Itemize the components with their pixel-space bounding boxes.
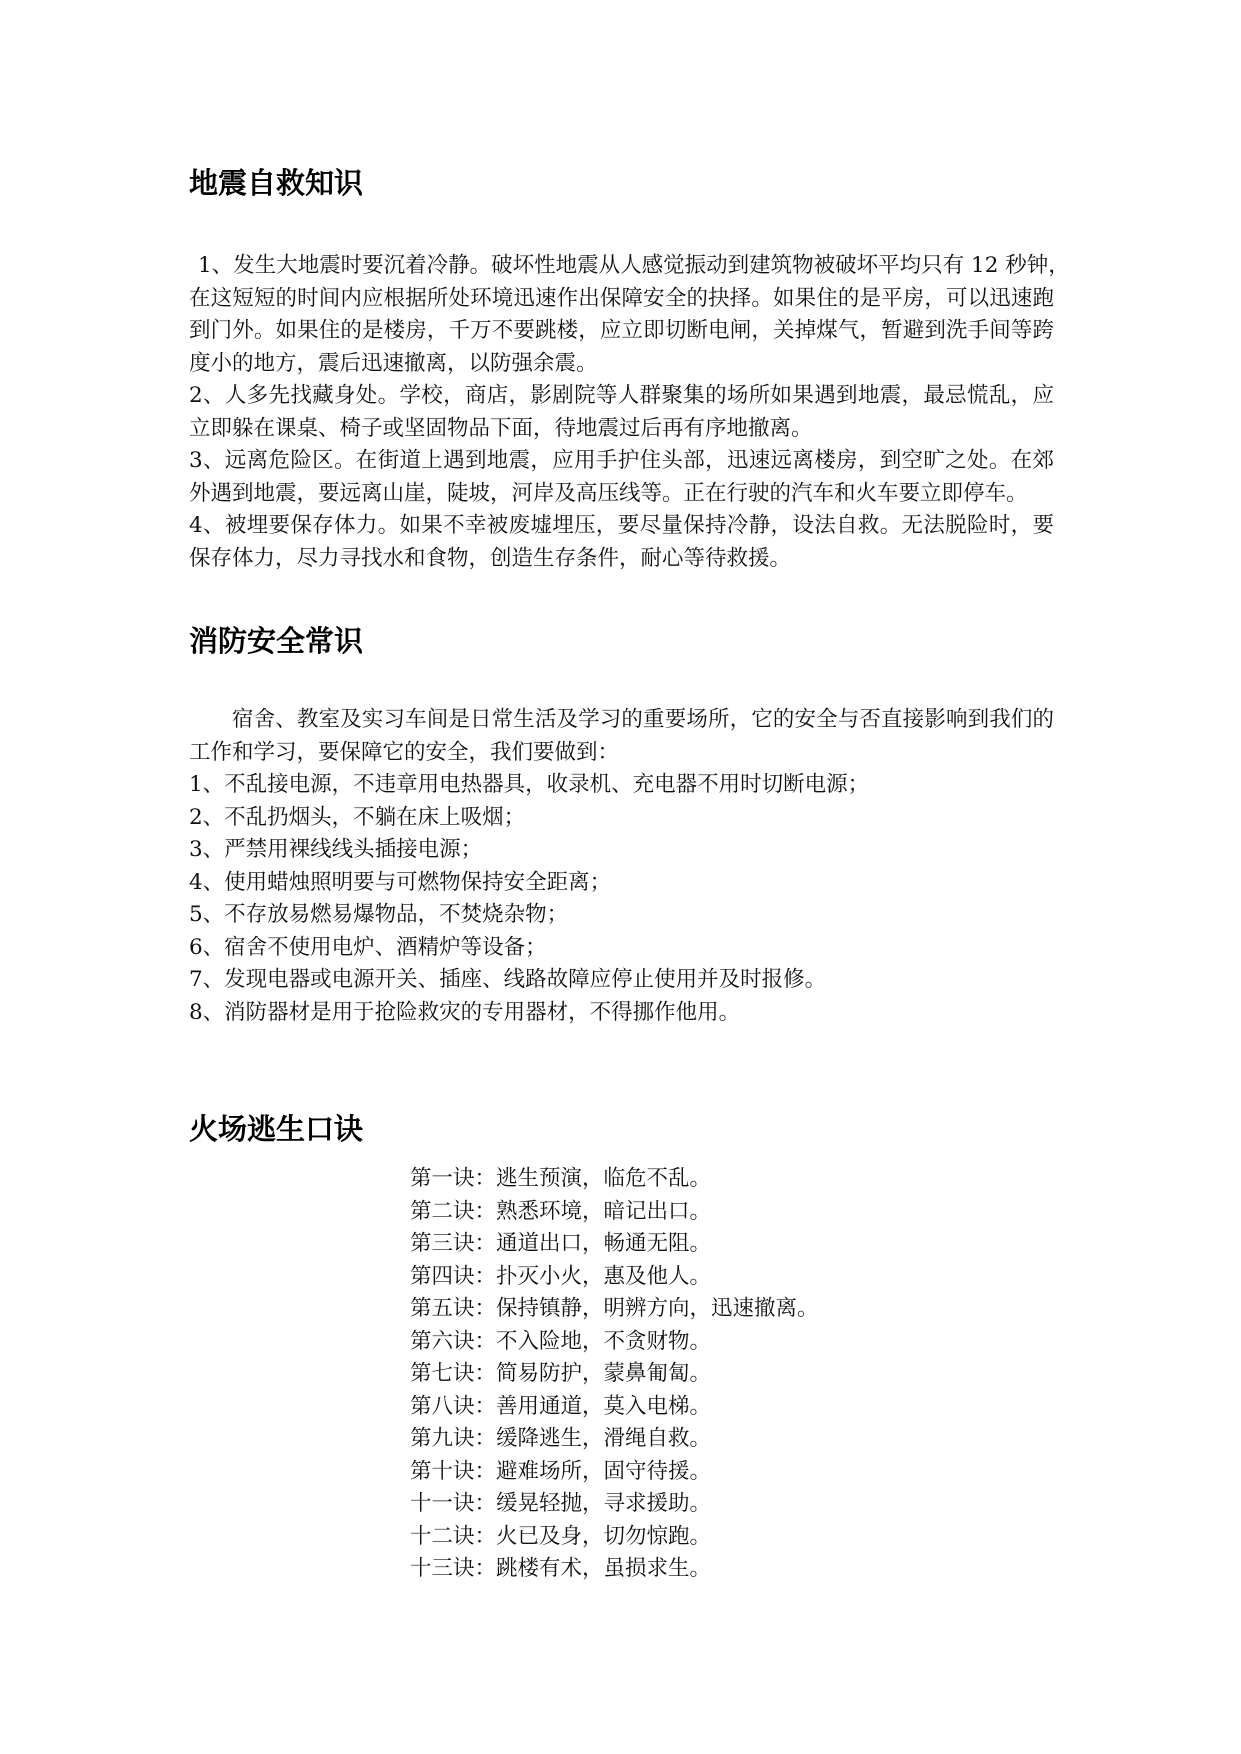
escape-rhyme-item: 第一诀：逃生预演，临危不乱。 <box>410 1166 712 1191</box>
fire-safety-intro-line: 工作和学习，要保障它的安全，我们要做到： <box>189 739 620 765</box>
escape-rhyme-list <box>410 1163 1010 1586</box>
escape-rhyme-item: 第十诀：避难场所，固守待援。 <box>410 1458 712 1484</box>
fire-safety-list-item: 5、不存放易燃易爆物品，不焚烧杂物； <box>189 902 569 927</box>
fire-safety-list-item: 7、发现电器或电源开关、插座、线路故障应停止使用并及时报修。 <box>189 967 827 992</box>
escape-rhyme-item: 十一诀：缓晃轻抛，寻求援助。 <box>410 1491 712 1516</box>
fire-safety-heading: 消防安全常识 <box>189 624 364 658</box>
fire-safety-list-item: 2、不乱扔烟头，不躺在床上吸烟； <box>189 804 526 830</box>
earthquake-line: 在这短短的时间内应根据所处环境迅速作出保障安全的抉择。如果住的是平房，可以迅速跑 <box>189 285 1054 311</box>
earthquake-line: 4、被埋要保存体力。如果不幸被废墟埋压，要尽量保持冷静，设法自救。无法脱险时，要 <box>189 513 1054 538</box>
escape-rhyme-item: 第八诀：善用通道，莫入电梯。 <box>410 1393 712 1419</box>
escape-rhyme-item: 第五诀：保持镇静，明辨方向，迅速撤离。 <box>410 1296 819 1321</box>
earthquake-heading: 地震自救知识 <box>189 166 364 200</box>
escape-rhyme-item: 第六诀：不入险地，不贪财物。 <box>410 1328 712 1354</box>
escape-rhyme-item: 十二诀：火已及身，切勿惊跑。 <box>410 1523 712 1549</box>
earthquake-line: 1、发生大地震时要沉着冷静。破坏性地震从人感觉振动到建筑物被破坏平均只有 12 秒钟， <box>198 253 1070 278</box>
earthquake-line: 到门外。如果住的是楼房，千万不要跳楼，应立即切断电闸，关掉煤气，暂避到洗手间等跨 <box>189 318 1054 343</box>
escape-rhyme-item: 第七诀：简易防护，蒙鼻匍匐。 <box>410 1361 712 1386</box>
earthquake-paragraph <box>189 250 1070 575</box>
escape-heading: 火场逃生口诀 <box>189 1112 364 1146</box>
fire-safety-list-item: 8、消防器材是用于抢险救灾的专用器材，不得挪作他用。 <box>189 999 741 1025</box>
escape-rhyme-item: 十三诀：跳楼有术，虽损求生。 <box>410 1556 712 1581</box>
earthquake-line: 3、远离危险区。在街道上遇到地震，应用手护住头部，迅速远离楼房，到空旷之处。在郊 <box>189 448 1054 473</box>
fire-safety-list-item: 4、使用蜡烛照明要与可燃物保持安全距离； <box>189 869 612 895</box>
earthquake-line: 度小的地方，震后迅速撤离，以防强余震。 <box>189 350 598 376</box>
escape-rhyme-item: 第四诀：扑灭小火，惠及他人。 <box>410 1263 712 1289</box>
escape-rhyme-item: 第九诀：缓降逃生，滑绳自救。 <box>410 1426 712 1451</box>
fire-safety-list-item: 6、宿舍不使用电炉、酒精炉等设备； <box>189 934 547 960</box>
fire-safety-paragraph <box>189 704 1054 1029</box>
earthquake-line: 外遇到地震，要远离山崖，陡坡，河岸及高压线等。正在行驶的汽车和火车要立即停车。 <box>189 480 1028 506</box>
escape-rhyme-item: 第二诀：熟悉环境，暗记出口。 <box>410 1198 712 1224</box>
fire-safety-list-item: 3、严禁用裸线线头插接电源； <box>189 837 483 862</box>
fire-safety-intro-line: 宿舍、教室及实习车间是日常生活及学习的重要场所，它的安全与否直接影响到我们的 <box>232 707 1054 732</box>
escape-rhyme-item: 第三诀：通道出口，畅通无阻。 <box>410 1231 712 1256</box>
fire-safety-list-item: 1、不乱接电源，不违章用电热器具，收录机、充电器不用时切断电源； <box>189 772 870 797</box>
earthquake-line: 立即躲在课桌、椅子或坚固物品下面，待地震过后再有序地撤离。 <box>189 415 813 441</box>
earthquake-line: 保存体力，尽力寻找水和食物，创造生存条件，耐心等待救援。 <box>189 545 792 571</box>
earthquake-line: 2、人多先找藏身处。学校，商店，影剧院等人群聚集的场所如果遇到地震，最忌慌乱，应 <box>189 383 1054 408</box>
